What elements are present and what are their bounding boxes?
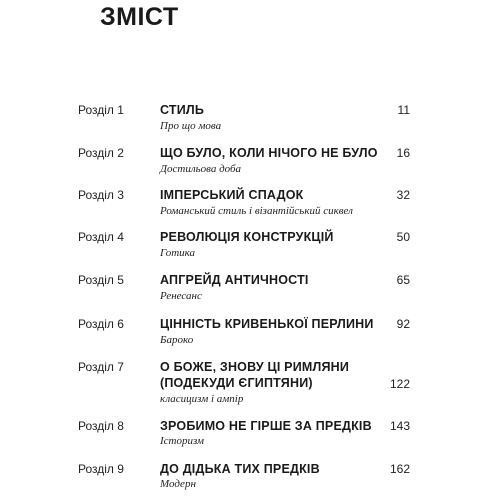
entry-title: ЩО БУЛО, КОЛИ НІЧОГО НЕ БУЛО [160,146,378,160]
entry-subtitle: Модерн [160,478,196,490]
entry-subtitle: Бароко [160,334,194,346]
entry-title: СТИЛЬ [160,103,205,117]
entry-title: ІМПЕРСЬКИЙ СПАДОК [160,188,304,202]
entry-title: ДО ДІДЬКА ТИХ ПРЕДКІВ [160,462,320,476]
entry-title: ЗРОБИМО НЕ ГІРШЕ ЗА ПРЕДКІВ [160,419,372,433]
section-label: Розділ 7 [78,360,124,374]
section-label: Розділ 3 [78,188,124,202]
page-number: 50 [396,230,410,244]
entry-subtitle: Про що мова [160,120,222,132]
page-number: 143 [389,419,410,433]
page-number: 122 [389,377,410,391]
entry-title: О БОЖЕ, ЗНОВУ ЦІ РИМЛЯНИ (ПОДЕКУДИ ЄГИПТЯНИ) [160,360,350,390]
section-label: Розділ 5 [78,273,124,287]
entry-subtitle: Історизм [160,435,205,447]
page-number: 16 [396,146,410,160]
page-number: 11 [397,103,410,117]
section-label: Розділ 9 [78,462,124,476]
section-label: Розділ 6 [78,317,124,331]
section-label: Розділ 8 [78,419,124,433]
entry-subtitle: Романський стиль і візантійський сиквел [160,205,353,217]
entry-title: АПГРЕЙД АНТИЧНОСТІ [160,273,309,287]
section-label: Розділ 2 [78,146,124,160]
entry-title: РЕВОЛЮЦІЯ КОНСТРУКЦІЙ [160,230,334,244]
page-number: 32 [396,188,410,202]
page-number: 162 [389,462,410,476]
page-number: 65 [396,273,410,287]
page-number: 92 [396,317,410,331]
entry-subtitle: Достильова доба [160,163,242,175]
entry-subtitle: класицизм і ампір [160,393,244,405]
entry-title: ЦІННІСТЬ КРИВЕНЬКОЇ ПЕРЛИНИ [160,317,374,331]
entry-subtitle: Готика [160,247,196,259]
page-title: ЗМІСТ [100,3,179,31]
entry-subtitle: Ренесанс [160,290,202,302]
section-label: Розділ 4 [78,230,124,244]
section-label: Розділ 1 [78,103,124,117]
